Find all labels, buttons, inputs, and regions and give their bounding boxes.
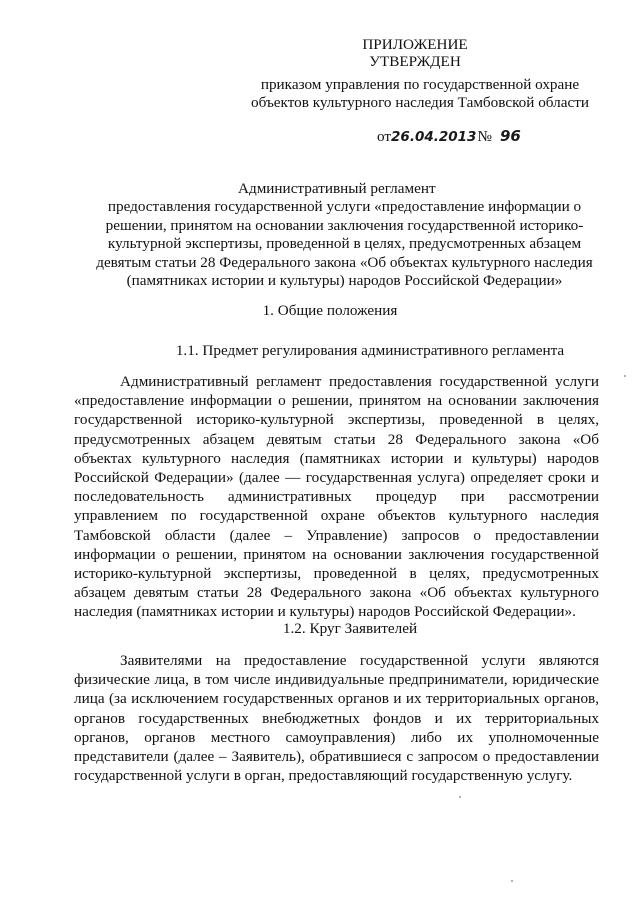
section-heading-general: 1. Общие положения	[262, 302, 398, 319]
handwritten-date: 26.04.2013	[391, 129, 477, 145]
number-label: №	[477, 128, 492, 145]
scan-speck	[511, 880, 513, 882]
document-subtitle: предоставления государственной услуги «предоставление информации о решении, принятом на основании заключения государственной историко-культурной экспертизы, проведенной в целях, предусмотренных абзацем девятым статьи 28 Федерального закона «Об объектах культурного наследия (памятниках истории и культуры) народов Российской Федерации»	[96, 198, 593, 289]
approved-label: УТВЕРЖДЕН	[369, 53, 461, 70]
order-date-number-line	[377, 127, 537, 147]
paragraph-subject-text: Административный регламент предоставления государственной услуги «предоставление информации о решении, принятом на основании заключения государственной историко-культурной экспертизы, проведенной в целях, предусмотренных абзацем девятым статьи 28 Федерального закона «Об объектах культурного наследия (памятниках истории и культуры) народов Российской Федерации» (далее — государственная услуга) определяет сроки и последовательность административных процедур при рассмотрении управлением по государственной охране объектов культурного наследия Тамбовской области (далее – Управление) запросов о предоставлении информации о решении, принятом на основании заключения государственной историко-культурной экспертизы, проведенной в целях, предусмотренных абзацем девятым статьи 28 Федерального закона «Об объектах культурного наследия (памятниках истории и культуры) народов Российской Федерации».	[74, 373, 599, 621]
subsection-heading-applicants: 1.2. Круг Заявителей	[282, 620, 418, 637]
scan-speck	[459, 796, 461, 798]
subsection-heading-subject: 1.1. Предмет регулирования административного регламента	[175, 342, 565, 359]
document-title: Административный регламент	[238, 180, 436, 197]
scan-speck	[624, 375, 626, 377]
appendix-header	[290, 36, 540, 70]
paragraph-applicants	[74, 651, 599, 785]
handwritten-number: 96	[499, 127, 521, 145]
paragraph-subject	[74, 372, 599, 622]
from-label: от	[377, 128, 392, 145]
paragraph-applicants-text: Заявителями на предоставление государственной услуги являются физические лица, в том числе индивидуальные предприниматели, юридические лица (за исключением государственных органов и их территориальных органов, органов государственных внебюджетных фондов и их территориальных органов, органов местного самоуправления) либо их уполномоченные представители (далее – Заявитель), обратившиеся с запросом о предоставлении государственной услуги в орган, предоставляющий государственную услугу.	[74, 652, 599, 785]
approval-order-text: приказом управления по государственной охране объектов культурного наследия Тамбовской области	[251, 76, 589, 111]
appendix-label: ПРИЛОЖЕНИЕ	[362, 36, 468, 53]
